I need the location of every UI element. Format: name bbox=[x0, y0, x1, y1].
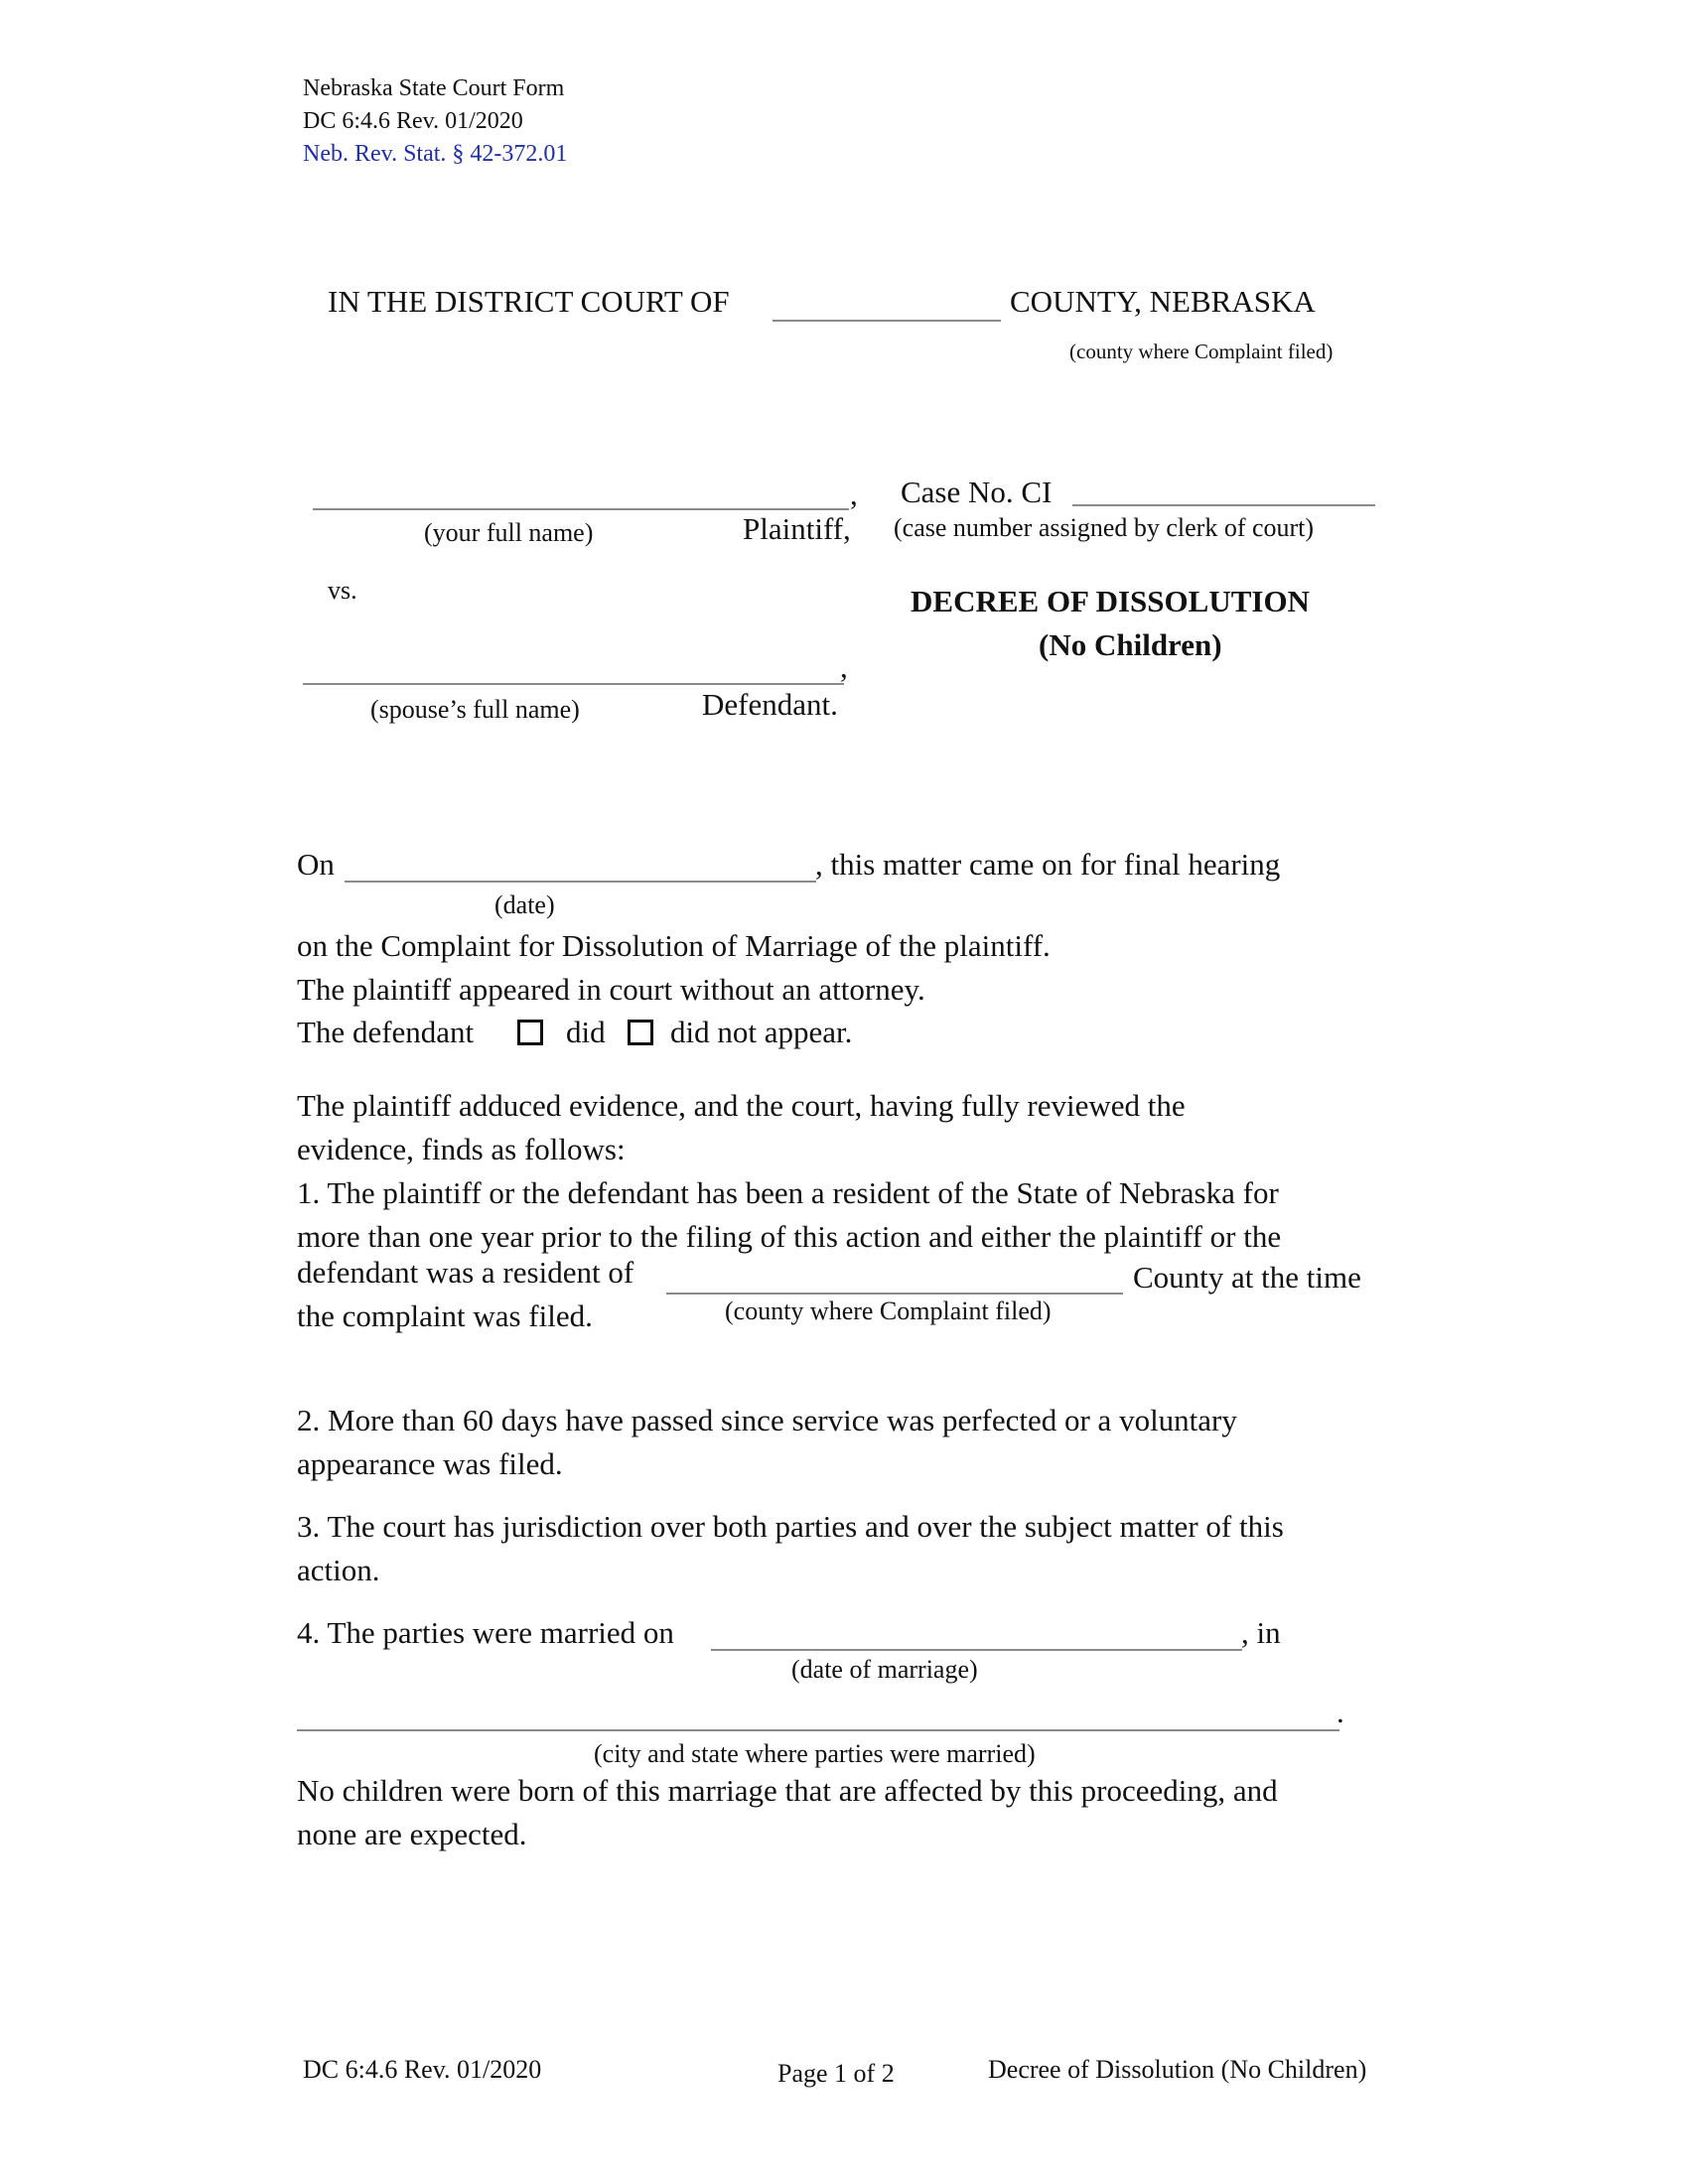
finding-4-prefix: 4. The parties were married on bbox=[297, 1615, 674, 1650]
footer-title: Decree of Dissolution (No Children) bbox=[988, 2055, 1367, 2084]
did-appear-label: did bbox=[566, 1015, 606, 1049]
marriage-place-line bbox=[297, 1729, 1339, 1731]
plaintiff-name-line bbox=[313, 508, 849, 510]
defendant-comma: , bbox=[840, 649, 848, 684]
findings-intro-line-1: The plaintiff adduced evidence, and the court, having fully reviewed the bbox=[297, 1088, 1186, 1123]
county-hint: (county where Complaint filed) bbox=[1069, 340, 1334, 363]
finding-3-line-2: action. bbox=[297, 1553, 380, 1587]
footer-page-number: Page 1 of 2 bbox=[777, 2059, 895, 2088]
finding-2-line-2: appearance was filed. bbox=[297, 1446, 563, 1481]
document-subtitle: (No Children) bbox=[1039, 627, 1222, 662]
versus-label: vs. bbox=[328, 576, 357, 605]
residence-county-hint: (county where Complaint filed) bbox=[725, 1297, 1052, 1325]
defendant-hint: (spouse’s full name) bbox=[370, 695, 580, 724]
court-suffix: COUNTY, NEBRASKA bbox=[1010, 284, 1316, 319]
children-line-1: No children were born of this marriage that are affected by this proceeding, and bbox=[297, 1773, 1278, 1808]
marriage-date-hint: (date of marriage) bbox=[791, 1655, 978, 1684]
court-prefix: IN THE DISTRICT COURT OF bbox=[328, 284, 730, 319]
hearing-line-2: on the Complaint for Dissolution of Marriage of the plaintiff. bbox=[297, 928, 1051, 963]
form-code: DC 6:4.6 Rev. 01/2020 bbox=[303, 108, 523, 134]
marriage-place-hint: (city and state where parties were married) bbox=[594, 1739, 1036, 1768]
statute-link[interactable]: Neb. Rev. Stat. § 42-372.01 bbox=[303, 141, 568, 167]
defendant-label: Defendant. bbox=[702, 687, 838, 722]
county-field-line bbox=[773, 320, 1001, 322]
finding-2-line-1: 2. More than 60 days have passed since service was perfected or a voluntary bbox=[297, 1403, 1237, 1437]
defendant-appearance-prefix: The defendant bbox=[297, 1015, 475, 1049]
footer-form-code: DC 6:4.6 Rev. 01/2020 bbox=[303, 2055, 542, 2084]
form-name: Nebraska State Court Form bbox=[303, 75, 565, 101]
hearing-after-date: , this matter came on for final hearing bbox=[815, 847, 1281, 882]
hearing-date-hint: (date) bbox=[494, 890, 555, 919]
document-title: DECREE OF DISSOLUTION bbox=[911, 584, 1310, 618]
finding-3-line-1: 3. The court has jurisdiction over both parties and over the subject matter of this bbox=[297, 1509, 1284, 1544]
residence-county-line bbox=[666, 1293, 1123, 1295]
finding-1-line-4: the complaint was filed. bbox=[297, 1298, 593, 1333]
plaintiff-comma: , bbox=[850, 477, 858, 511]
plaintiff-label: Plaintiff, bbox=[743, 511, 851, 546]
marriage-date-line bbox=[711, 1649, 1242, 1651]
finding-4-suffix: , in bbox=[1241, 1615, 1281, 1650]
case-number-hint: (case number assigned by clerk of court) bbox=[894, 513, 1315, 542]
finding-1-line-3-suffix: County at the time bbox=[1133, 1260, 1361, 1295]
case-number-line bbox=[1072, 504, 1375, 506]
findings-intro-line-2: evidence, finds as follows: bbox=[297, 1132, 626, 1166]
hearing-on: On bbox=[297, 847, 335, 882]
finding-1-line-1: 1. The plaintiff or the defendant has been a resident of the State of Nebraska for bbox=[297, 1175, 1279, 1210]
did-not-appear-checkbox[interactable] bbox=[628, 1020, 653, 1045]
did-not-appear-label: did not appear. bbox=[670, 1015, 853, 1049]
finding-1-line-3-prefix: defendant was a resident of bbox=[297, 1255, 634, 1290]
finding-1-line-2: more than one year prior to the filing of this action and either the plaintiff or the bbox=[297, 1219, 1282, 1254]
hearing-line-3: The plaintiff appeared in court without an attorney. bbox=[297, 972, 925, 1007]
did-appear-checkbox[interactable] bbox=[517, 1020, 543, 1045]
marriage-place-period: . bbox=[1336, 1695, 1344, 1729]
plaintiff-hint: (your full name) bbox=[424, 518, 594, 547]
children-line-2: none are expected. bbox=[297, 1817, 527, 1851]
case-number-label: Case No. CI bbox=[901, 475, 1053, 509]
hearing-date-line bbox=[345, 881, 816, 883]
defendant-name-line bbox=[303, 683, 844, 685]
